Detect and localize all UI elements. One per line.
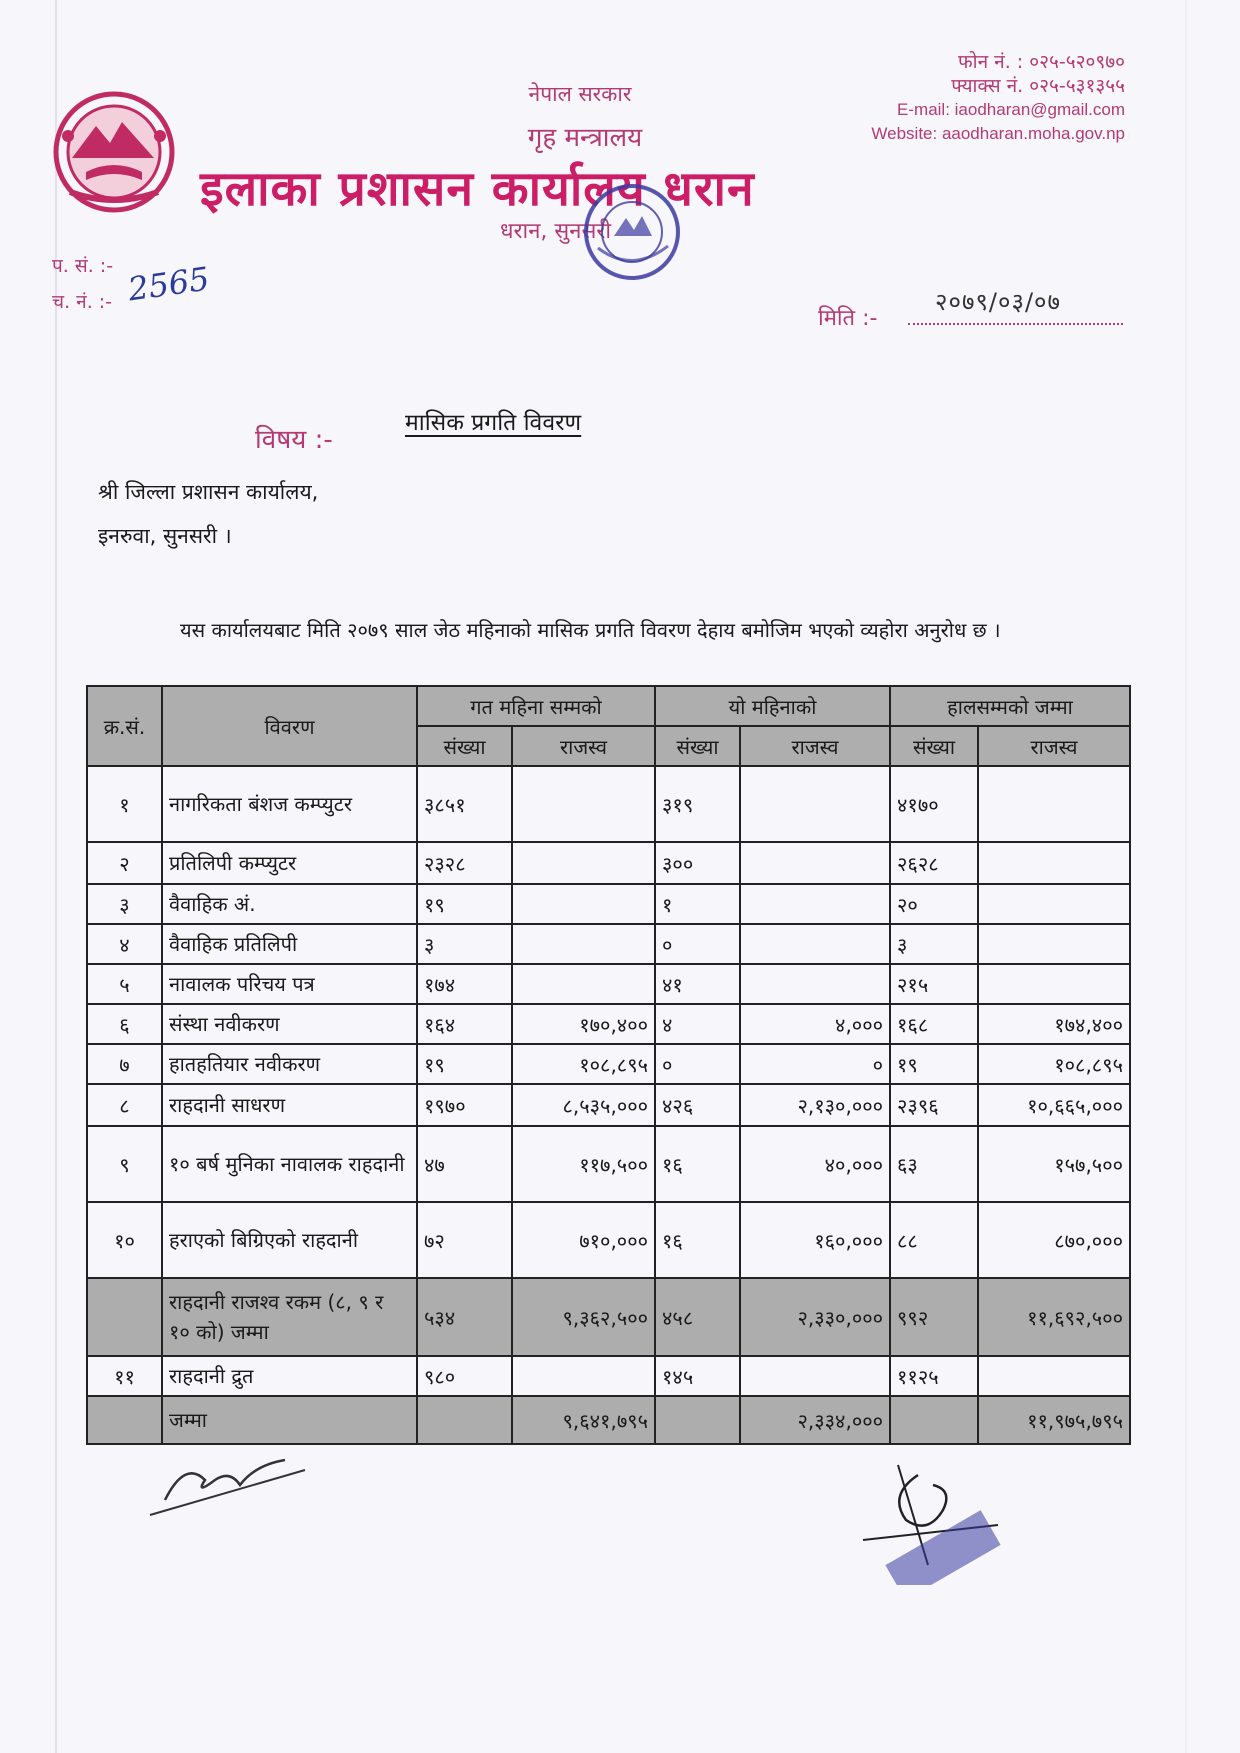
- total-revenue-this: २,३३४,०००: [740, 1396, 890, 1444]
- subtotal-row: [87, 1278, 1130, 1356]
- recipient-line-1: श्री जिल्ला प्रशासन कार्यालय,: [98, 480, 319, 504]
- row-count-last: १९: [417, 1044, 512, 1084]
- phone-number: फोन नं. : ०२५-५२०९७०: [958, 51, 1125, 73]
- row-revenue-last: १७०,४००: [512, 1004, 655, 1044]
- row-count-last: ९८०: [417, 1356, 512, 1396]
- row-count-last: १९७०: [417, 1084, 512, 1126]
- row-revenue-last: [512, 842, 655, 884]
- contact-block: [871, 50, 1125, 146]
- table-row: [87, 1044, 1130, 1084]
- row-sn: ९: [87, 1126, 162, 1202]
- row-count-total: २३९६: [890, 1084, 978, 1126]
- subtotal-count-this: ४५८: [655, 1278, 740, 1356]
- subject-text: मासिक प्रगति विवरण: [405, 410, 582, 436]
- row-revenue-total: १०८,८९५: [978, 1044, 1130, 1084]
- row-revenue-total: [978, 964, 1130, 1004]
- row-revenue-last: ११७,५००: [512, 1126, 655, 1202]
- row-count-last: २३२८: [417, 842, 512, 884]
- row-count-this: ०: [655, 924, 740, 964]
- date-dotted-line: [908, 323, 1123, 325]
- row-description: संस्था नवीकरण: [162, 1004, 417, 1044]
- row-count-this: १: [655, 884, 740, 924]
- header-revenue: राजस्व: [740, 726, 890, 766]
- row-description: नावालक परिचय पत्र: [162, 964, 417, 1004]
- row-count-last: १९: [417, 884, 512, 924]
- subtotal-description: राहदानी राजश्व रकम (८, ९ र १० को) जम्मा: [162, 1278, 417, 1356]
- row-count-last: १६४: [417, 1004, 512, 1044]
- header-revenue: राजस्व: [978, 726, 1130, 766]
- row-sn: ४: [87, 924, 162, 964]
- row-sn: ६: [87, 1004, 162, 1044]
- row-revenue-this: ४०,०००: [740, 1126, 890, 1202]
- website-address: Website: aaodharan.moha.gov.np: [871, 124, 1125, 143]
- fax-number: फ्याक्स नं. ०२५-५३१३५५: [951, 75, 1125, 97]
- row-revenue-last: [512, 1356, 655, 1396]
- officer-signature-stamp-icon: [858, 1455, 1008, 1585]
- table-row: [87, 766, 1130, 842]
- table-row: [87, 1084, 1130, 1126]
- row-count-total: २१५: [890, 964, 978, 1004]
- row-revenue-total: [978, 842, 1130, 884]
- row-sn: १: [87, 766, 162, 842]
- header-description: विवरण: [162, 686, 417, 766]
- row-revenue-this: ०: [740, 1044, 890, 1084]
- row-revenue-this: ४,०००: [740, 1004, 890, 1044]
- row-description: प्रतिलिपी कम्प्युटर: [162, 842, 417, 884]
- row-description: राहदानी द्रुत: [162, 1356, 417, 1396]
- row-sn: १०: [87, 1202, 162, 1278]
- row-revenue-total: ८७०,०००: [978, 1202, 1130, 1278]
- table-row: [87, 1126, 1130, 1202]
- row-count-total: ८८: [890, 1202, 978, 1278]
- row-count-last: ७२: [417, 1202, 512, 1278]
- row-sn: ५: [87, 964, 162, 1004]
- total-count-total: [890, 1396, 978, 1444]
- row-sn: २: [87, 842, 162, 884]
- page-edge-right: [1185, 0, 1187, 1753]
- subtotal-revenue-total: ११,६९२,५००: [978, 1278, 1130, 1356]
- row-count-total: १९: [890, 1044, 978, 1084]
- row-count-last: ४७: [417, 1126, 512, 1202]
- row-revenue-total: [978, 766, 1130, 842]
- row-revenue-last: ७१०,०००: [512, 1202, 655, 1278]
- row-revenue-total: [978, 1356, 1130, 1396]
- subtotal-count-last: ५३४: [417, 1278, 512, 1356]
- row-count-last: ३८५१: [417, 766, 512, 842]
- total-sn: [87, 1396, 162, 1444]
- row-revenue-total: १०,६६५,०००: [978, 1084, 1130, 1126]
- header-count: संख्या: [655, 726, 740, 766]
- row-count-total: ११२५: [890, 1356, 978, 1396]
- table-row: [87, 1202, 1130, 1278]
- total-revenue-last: ९,६४१,७९५: [512, 1396, 655, 1444]
- recipient-line-2: इनरुवा, सुनसरी ।: [98, 524, 232, 548]
- row-count-total: ६३: [890, 1126, 978, 1202]
- row-description: हातहतियार नवीकरण: [162, 1044, 417, 1084]
- table-row: [87, 964, 1130, 1004]
- table-row: [87, 884, 1130, 924]
- row-count-last: १७४: [417, 964, 512, 1004]
- row-revenue-total: १५७,५००: [978, 1126, 1130, 1202]
- row-count-total: २०: [890, 884, 978, 924]
- header-count: संख्या: [417, 726, 512, 766]
- header-last-month: गत महिना सम्मको: [417, 686, 655, 726]
- row-revenue-this: [740, 924, 890, 964]
- office-title: इलाका प्रशासन कार्यालय धरान: [200, 161, 755, 217]
- row-count-this: १६: [655, 1126, 740, 1202]
- row-revenue-this: [740, 1356, 890, 1396]
- table-row: [87, 1004, 1130, 1044]
- office-location: धरान, सुनसरी: [500, 219, 612, 244]
- row-revenue-total: १७४,४००: [978, 1004, 1130, 1044]
- progress-table: [86, 685, 1131, 1445]
- subject-label: विषय :-: [255, 425, 333, 455]
- row-revenue-last: १०८,८९५: [512, 1044, 655, 1084]
- row-count-this: ३१९: [655, 766, 740, 842]
- email-address: E-mail: iaodharan@gmail.com: [897, 100, 1125, 119]
- row-count-this: ०: [655, 1044, 740, 1084]
- initials-signature-icon: [145, 1440, 315, 1520]
- row-revenue-this: [740, 842, 890, 884]
- total-description: जम्मा: [162, 1396, 417, 1444]
- row-sn: ७: [87, 1044, 162, 1084]
- row-count-last: ३: [417, 924, 512, 964]
- total-revenue-total: ११,९७५,७९५: [978, 1396, 1130, 1444]
- row-count-this: ४२६: [655, 1084, 740, 1126]
- grand-total-row: [87, 1396, 1130, 1444]
- nepal-emblem-icon: [50, 88, 178, 216]
- row-sn: ११: [87, 1356, 162, 1396]
- row-count-this: १६: [655, 1202, 740, 1278]
- row-count-this: १४५: [655, 1356, 740, 1396]
- row-count-total: ४१७०: [890, 766, 978, 842]
- row-revenue-this: २,१३०,०००: [740, 1084, 890, 1126]
- subtotal-revenue-last: ९,३६२,५००: [512, 1278, 655, 1356]
- header-revenue: राजस्व: [512, 726, 655, 766]
- subtotal-count-total: ९९२: [890, 1278, 978, 1356]
- row-revenue-last: [512, 924, 655, 964]
- ministry-name: गृह मन्त्रालय: [527, 123, 643, 153]
- row-sn: ३: [87, 884, 162, 924]
- date-label: मिति :-: [818, 306, 878, 331]
- header-total: हालसम्मको जम्मा: [890, 686, 1130, 726]
- row-sn: ८: [87, 1084, 162, 1126]
- body-paragraph: यस कार्यालयबाट मिति २०७९ साल जेठ महिनाको मासिक प्रगति विवरण देहाय बमोजिम भएको व्यहोरा अनुरोध छ ।: [180, 618, 1001, 642]
- chalani-number-label: च. नं. :-: [52, 291, 113, 313]
- patra-sankhya-label: प. सं. :-: [52, 255, 114, 277]
- office-stamp-icon: [578, 178, 686, 286]
- row-revenue-last: [512, 884, 655, 924]
- row-count-total: ३: [890, 924, 978, 964]
- row-description: वैवाहिक अं.: [162, 884, 417, 924]
- header-this-month: यो महिनाको: [655, 686, 890, 726]
- subtotal-sn: [87, 1278, 162, 1356]
- row-description: १० बर्ष मुनिका नावालक राहदानी: [162, 1126, 417, 1202]
- row-revenue-this: [740, 964, 890, 1004]
- total-count-this: [655, 1396, 740, 1444]
- row-description: हराएको बिग्रिएको राहदानी: [162, 1202, 417, 1278]
- date-value: २०७९/०३/०७: [935, 288, 1062, 316]
- row-count-this: ४: [655, 1004, 740, 1044]
- table-row: [87, 924, 1130, 964]
- row-revenue-total: [978, 924, 1130, 964]
- row-revenue-last: ८,५३५,०००: [512, 1084, 655, 1126]
- row-count-this: ३००: [655, 842, 740, 884]
- header-sn: क्र.सं.: [87, 686, 162, 766]
- row-count-total: १६८: [890, 1004, 978, 1044]
- row-revenue-total: [978, 884, 1130, 924]
- row-revenue-this: [740, 766, 890, 842]
- chalani-number-value: 2565: [125, 259, 212, 309]
- row-description: नागरिकता बंशज कम्प्युटर: [162, 766, 417, 842]
- row-revenue-this: [740, 884, 890, 924]
- table-header-row: [87, 686, 1130, 726]
- subtotal-revenue-this: २,३३०,०००: [740, 1278, 890, 1356]
- row-description: वैवाहिक प्रतिलिपी: [162, 924, 417, 964]
- row-revenue-last: [512, 964, 655, 1004]
- row-description: राहदानी साधरण: [162, 1084, 417, 1126]
- government-name: नेपाल सरकार: [528, 82, 632, 106]
- header-count: संख्या: [890, 726, 978, 766]
- table-row: [87, 1356, 1130, 1396]
- row-revenue-this: १६०,०००: [740, 1202, 890, 1278]
- table-row: [87, 842, 1130, 884]
- row-count-this: ४१: [655, 964, 740, 1004]
- row-count-total: २६२८: [890, 842, 978, 884]
- row-revenue-last: [512, 766, 655, 842]
- total-count-last: [417, 1396, 512, 1444]
